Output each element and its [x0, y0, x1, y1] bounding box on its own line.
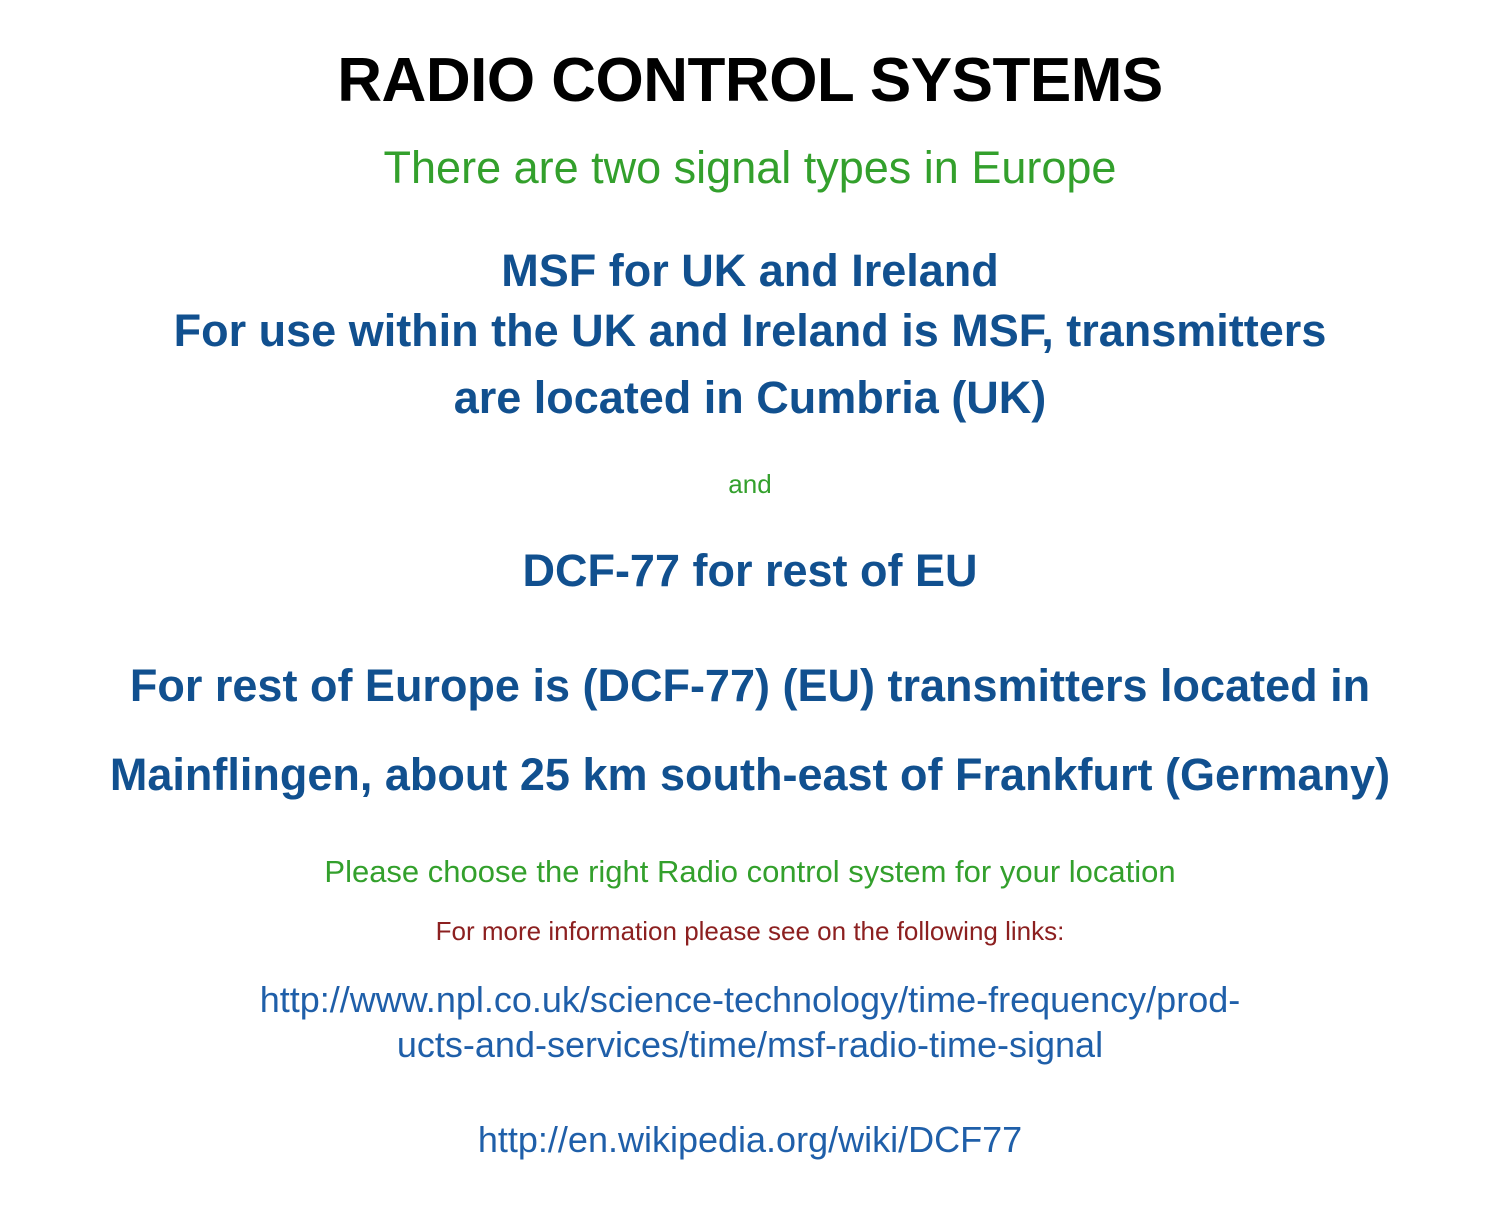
dcf-body-line-1: For rest of Europe is (DCF-77) (EU) transmitters located in — [129, 660, 1371, 712]
dcf-heading: DCF-77 for rest of EU — [522, 544, 978, 596]
connector-and: and — [728, 468, 772, 499]
npl-msf-link-line-2: ucts-and-services/time/msf-radio-time-signal — [396, 1023, 1104, 1065]
dcf-body-line-2: Mainflingen, about 25 km south-east of Frankfurt (Germany) — [109, 749, 1391, 801]
npl-msf-link-line-1: http://www.npl.co.uk/science-technology/time-frequency/prod- — [259, 978, 1241, 1020]
msf-body-line-1: For use within the UK and Ireland is MSF, transmitters — [173, 305, 1327, 357]
npl-msf-link[interactable] — [260, 977, 1240, 1067]
wikipedia-dcf77-link[interactable]: http://en.wikipedia.org/wiki/DCF77 — [477, 1118, 1023, 1160]
page-title: RADIO CONTROL SYSTEMS — [337, 46, 1163, 115]
more-information-note: For more information please see on the following links: — [435, 915, 1065, 946]
msf-body-line-2: are located in Cumbria (UK) — [453, 372, 1047, 424]
choose-system-note: Please choose the right Radio control system for your location — [324, 853, 1176, 889]
subtitle: There are two signal types in Europe — [383, 142, 1117, 194]
msf-heading: MSF for UK and Ireland — [501, 244, 999, 296]
